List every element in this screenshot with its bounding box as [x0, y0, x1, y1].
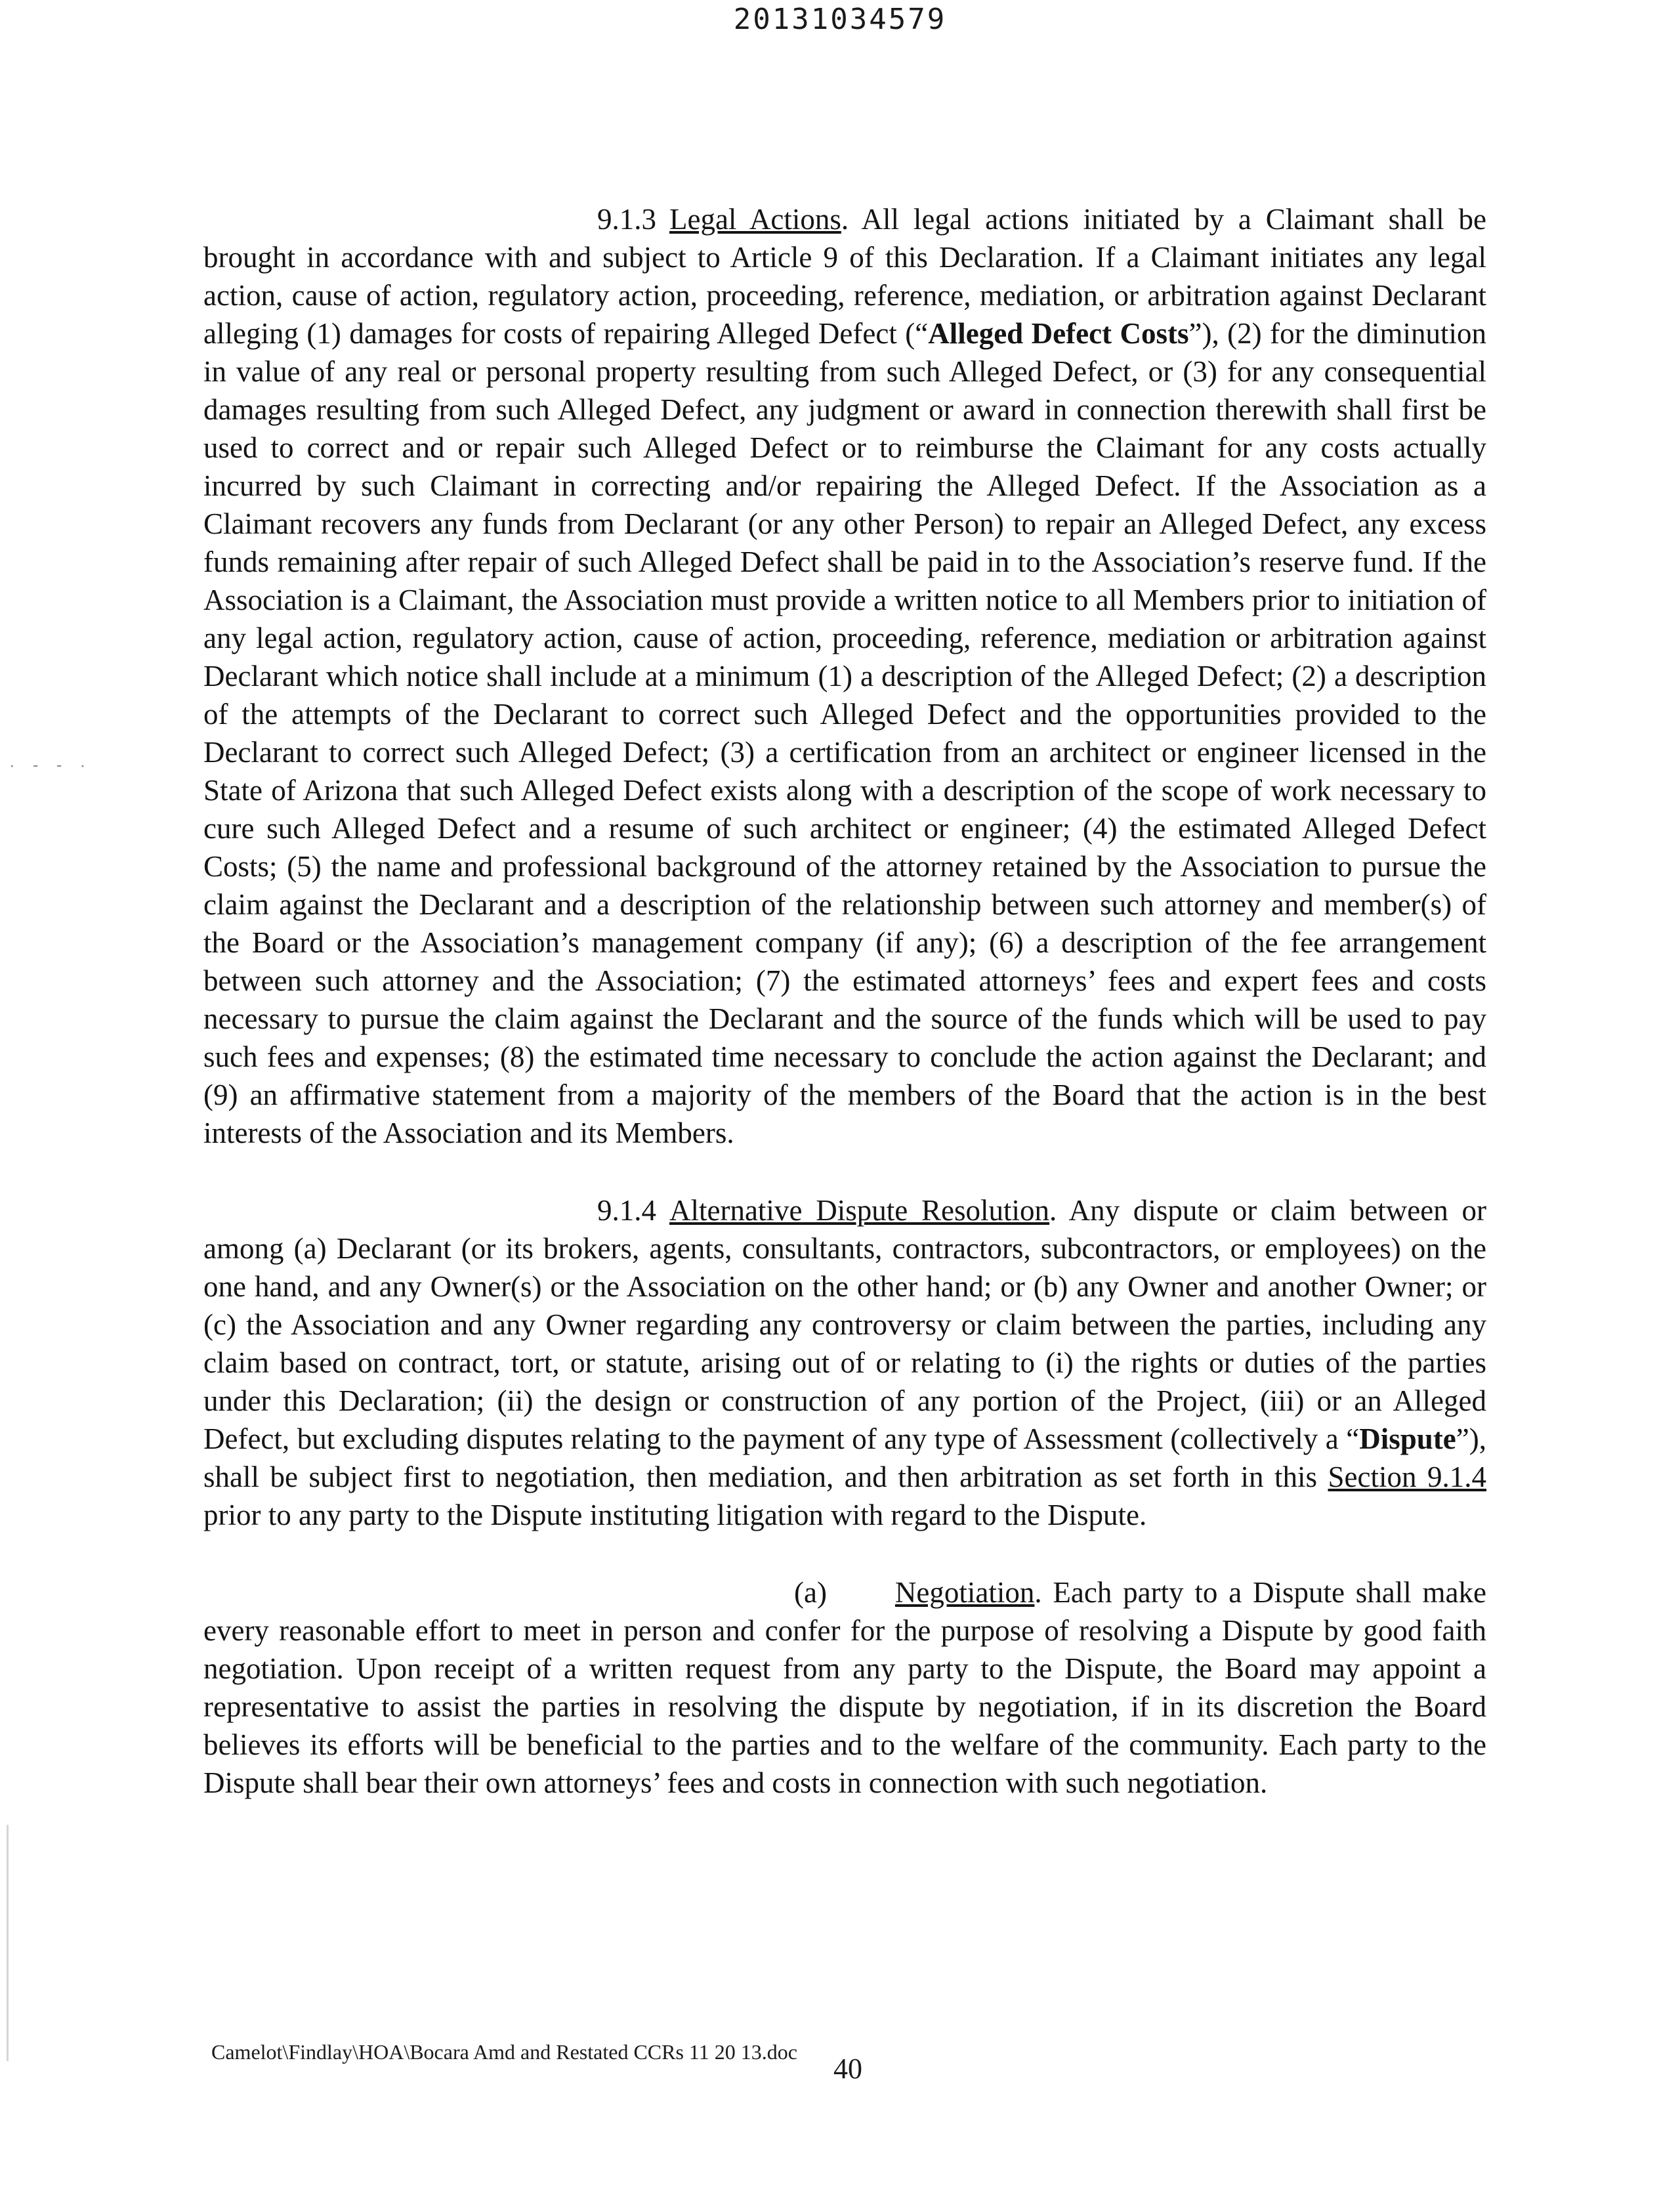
- document-number: 20131034579: [733, 3, 947, 36]
- scan-margin-line: [7, 1825, 9, 2061]
- section-text: ”), (2) for the diminution in value of any real or personal property resulting from such Alleged Defect, or (3) for any consequential damages resulting from such Alleged Defect, any judgment or award in connection therewith shall first be used to correct and or repair such Alleged Defect or to reimburse the Claimant for any costs actually incurred by such Claimant in correcting and/or repairing the Alleged Defect. If the Association as a Claimant recovers any funds from Declarant (or any other Person) to repair an Alleged Defect, any excess funds remaining after repair of such Alleged Defect shall be paid in to the Association’s reserve fund. If the Association is a Claimant, the Association must provide a written notice to all Members prior to initiation of any legal action, regulatory action, cause of action, proceeding, reference, mediation or arbitration against Declarant which notice shall include at a minimum (1) a description of the Alleged Defect; (2) a description of the attempts of the Declarant to correct such Alleged Defect and the opportunities provided to the Declarant to correct such Alleged Defect; (3) a certification from an architect or engineer licensed in the State of Arizona that such Alleged Defect exists along with a description of the scope of work necessary to cure such Alleged Defect and a resume of such architect or engineer; (4) the estimated Alleged Defect Costs; (5) the name and professional background of the attorney retained by the Association to pursue the claim against the Declarant and a description of the relationship between such attorney and member(s) of the Board or the Association’s management company (if any); (6) a description of the fee arrangement between such attorney and the Association; (7) the estimated attorneys’ fees and expert fees and costs necessary to pursue the claim against the Declarant and the source of the funds which will be used to pay such fees and expenses; (8) the estimated time necessary to conclude the action against the Declarant; and (9) an affirmative statement from a majority of the members of the Board that the action is in the best interests of the Association and its Members.: [203, 317, 1486, 1149]
- section-number: 9.1.3: [597, 203, 656, 236]
- section-text: prior to any party to the Dispute instituting litigation with regard to the Dispute.: [203, 1499, 1147, 1531]
- section-9-1-3: [203, 200, 1486, 1152]
- scan-margin-mark: · - - ·: [9, 755, 93, 775]
- section-number: 9.1.4: [597, 1194, 656, 1227]
- subsection-text: . Each party to a Dispute shall make every reasonable effort to meet in person and confer for the purpose of resolving a Dispute by good faith negotiation. Upon receipt of a written request from any party to the Dispute, the Board may appoint a representative to assist the parties in resolving the dispute by negotiation, if in its discretion the Board believes its efforts will be beneficial to the parties and to the welfare of the community. Each party to the Dispute shall bear their own attorneys’ fees and costs in connection with such negotiation.: [203, 1576, 1486, 1799]
- section-9-1-4: [203, 1191, 1486, 1534]
- section-heading: Legal Actions: [669, 203, 841, 236]
- document-body: [203, 200, 1486, 1841]
- section-reference: Section 9.1.4: [1328, 1460, 1486, 1493]
- section-text: . Any dispute or claim between or among (a) Declarant (or its brokers, agents, consultants, contractors, subcontractors, or employees) on the one hand, and any Owner(s) or the Association on the other hand; or (b) any Owner and another Owner; or (c) the Association and any Owner regarding any controversy or claim between the parties, including any claim based on contract, tort, or statute, arising out of or relating to (i) the rights or duties of the parties under this Declaration; (ii) the design or construction of any portion of the Project, (iii) or an Alleged Defect, but excluding disputes relating to the payment of any type of Assessment (collectively a “: [203, 1194, 1486, 1455]
- subsection-heading: Negotiation: [894, 1576, 1035, 1609]
- subsection-a-negotiation: [203, 1573, 1486, 1802]
- spacer: [840, 1576, 895, 1609]
- section-text: ”), shall be subject first to negotiation, then mediation, and then arbitration as set forth in this: [203, 1422, 1486, 1493]
- subsection-number: (a): [794, 1576, 827, 1609]
- section-heading: Alternative Dispute Resolution: [669, 1194, 1050, 1227]
- defined-term: Dispute: [1359, 1422, 1456, 1455]
- page-number: 40: [833, 2053, 862, 2085]
- footer-file-path: Camelot\Findlay\HOA\Bocara Amd and Restated CCRs 11 20 13.doc: [211, 2040, 797, 2064]
- section-text: . All legal actions initiated by a Claimant shall be brought in accordance with and subject to Article 9 of this Declaration. If a Claimant initiates any legal action, cause of action, regulatory action, proceeding, reference, mediation, or arbitration against Declarant alleging (1) damages for costs of repairing Alleged Defect (“: [203, 203, 1486, 350]
- defined-term: Alleged Defect Costs: [928, 317, 1189, 350]
